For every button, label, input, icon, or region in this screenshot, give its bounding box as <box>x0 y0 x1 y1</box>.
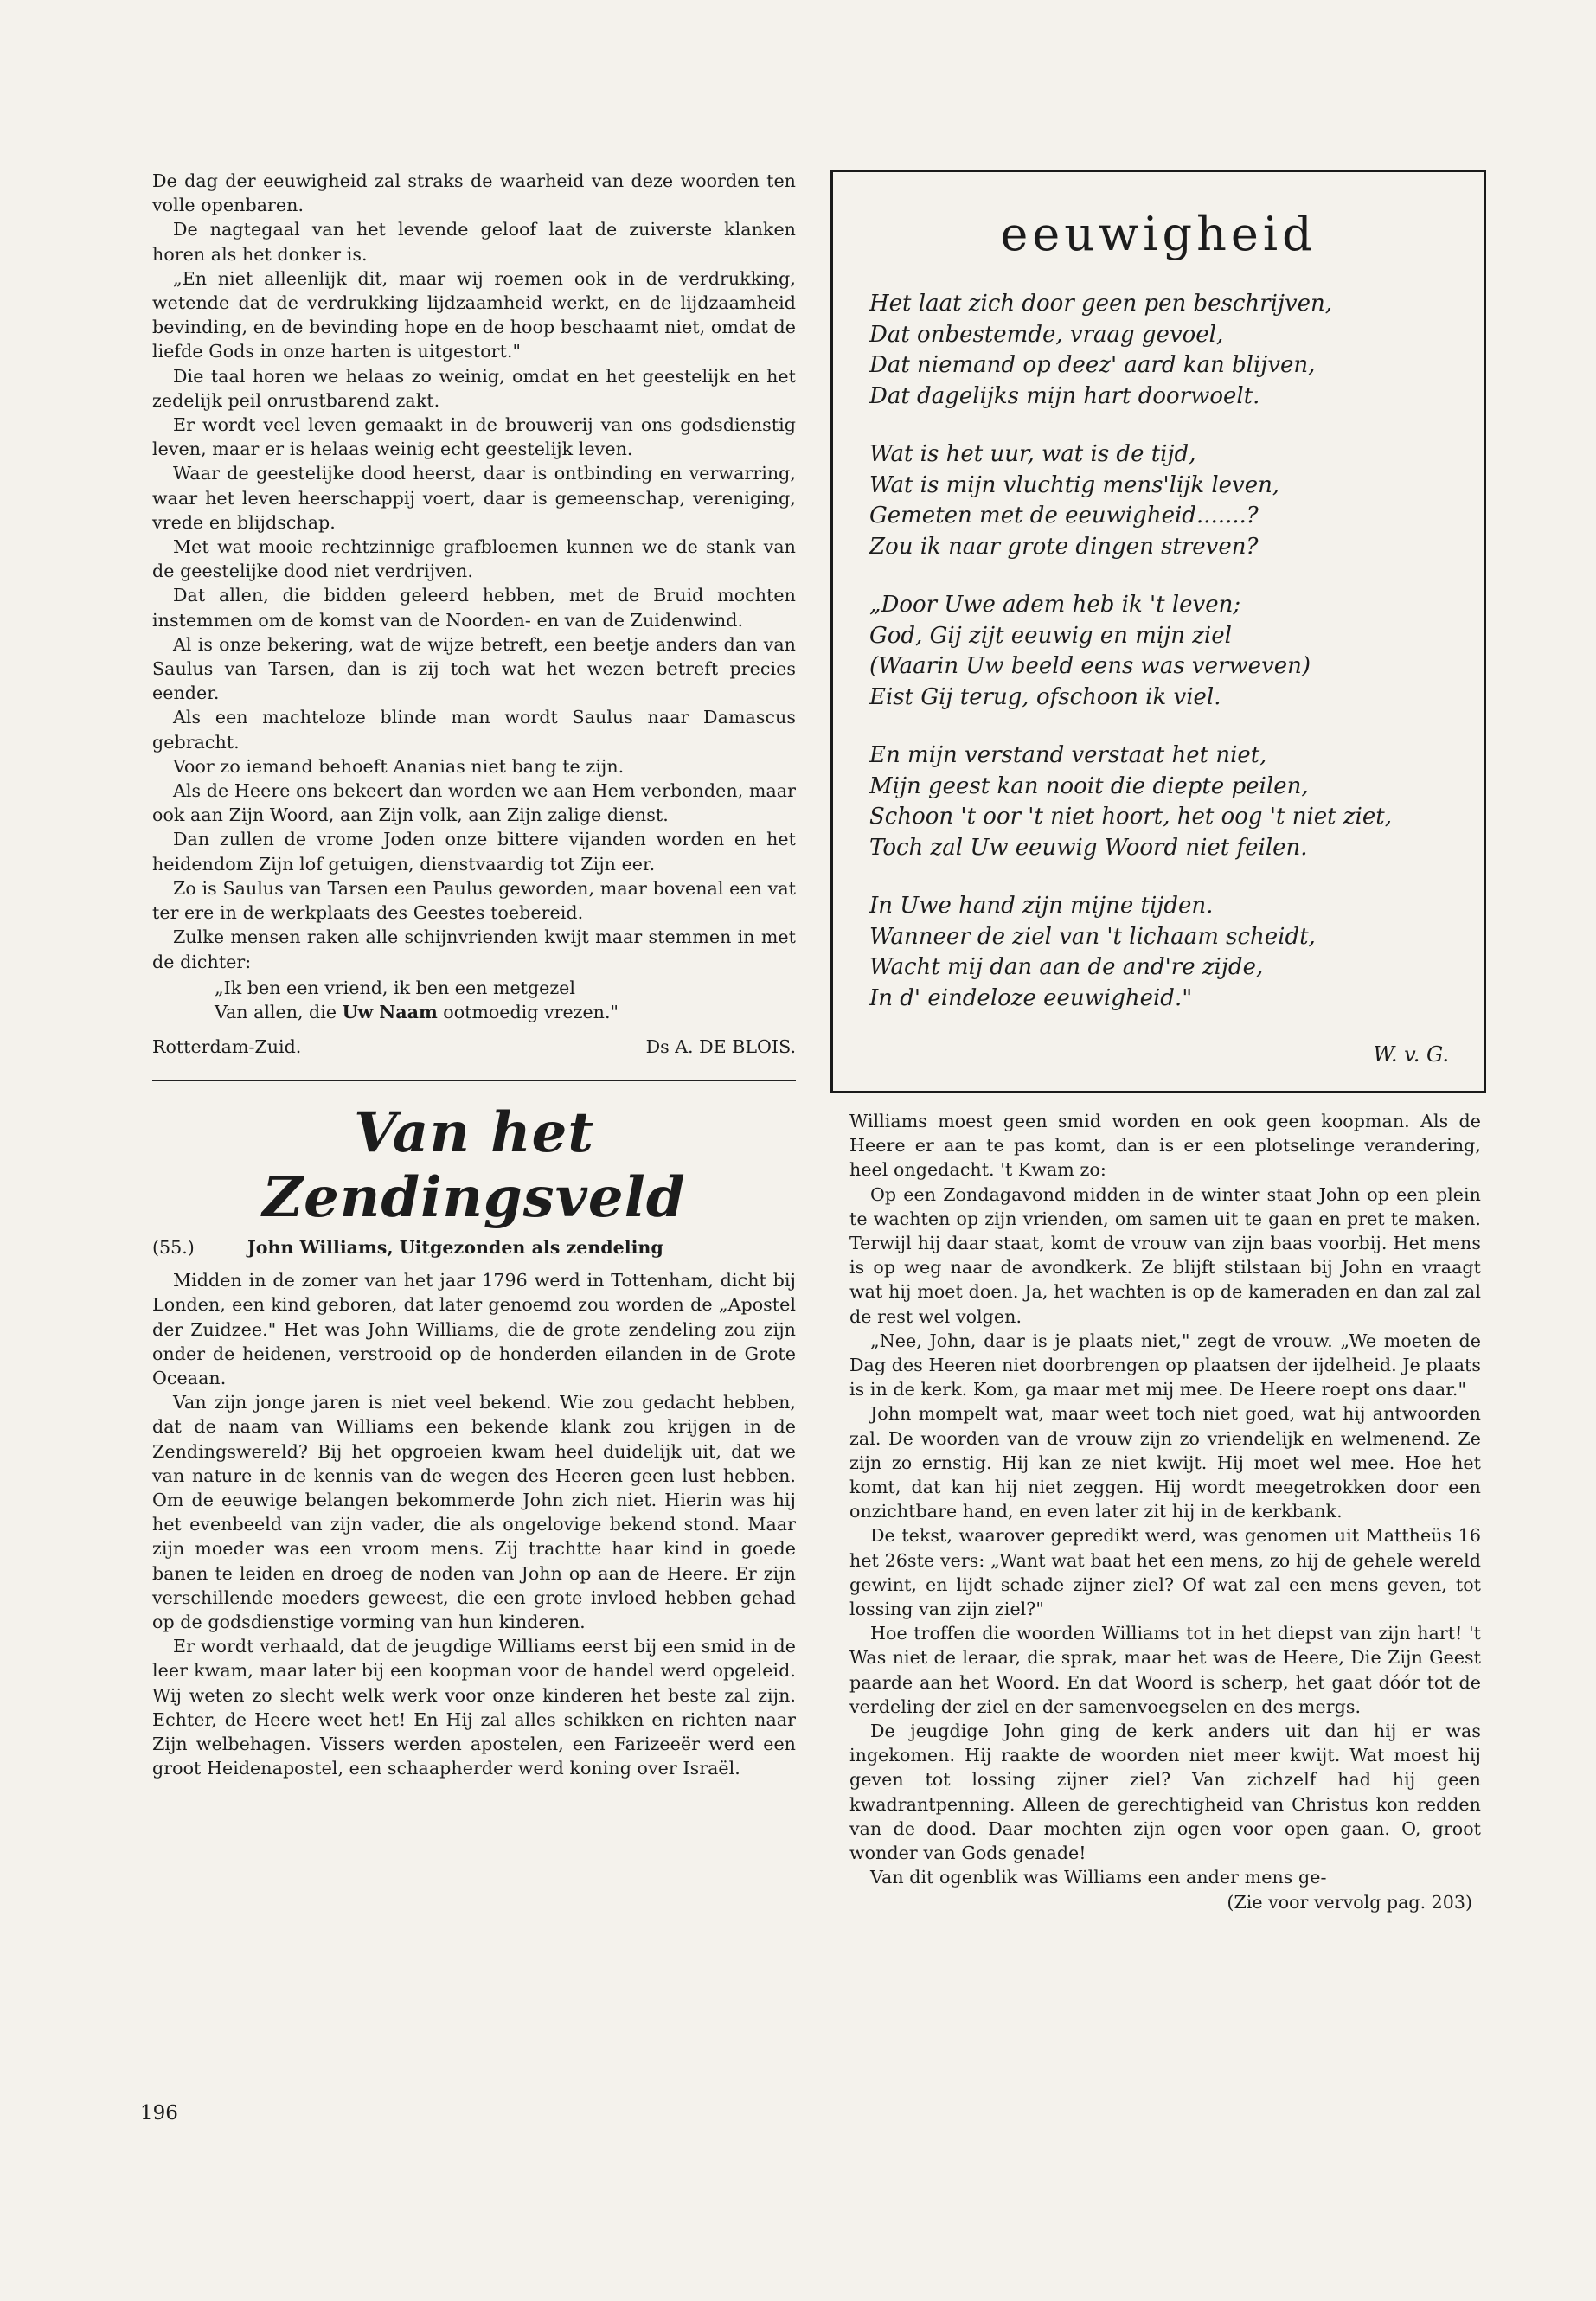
paragraph: Van dit ogenblik was Williams een ander mens ge- <box>870 1867 1327 1888</box>
poem-line: Wanneer de ziel van 't lichaam scheidt, <box>869 923 1316 950</box>
paragraph: Als een machteloze blinde man wordt Saulus naar Damascus gebracht. <box>152 707 796 753</box>
paragraph: De nagtegaal van het levende geloof laat de zuiverste klanken horen als het donker is. <box>152 219 796 265</box>
poem-line: Dat dagelijks mijn hart doorwoelt. <box>869 382 1260 409</box>
paragraph: Als de Heere ons bekeert dan worden we aan Hem verbonden, maar ook aan Zijn Woord, aan Zijn volk, aan Zijn zalige dienst. <box>152 780 796 826</box>
poem-line: Gemeten met de eeuwigheid.......? <box>869 503 1259 529</box>
verse-quote <box>215 976 796 1024</box>
poem-line: Dat niemand op deez' aard kan blijven, <box>869 352 1316 378</box>
paragraph: De dag der eeuwigheid zal straks de waarheid van deze woorden ten volle openbaren. <box>152 170 796 216</box>
paragraph: Met wat mooie rechtzinnige grafbloemen kunnen we de stank van de geestelijke dood niet verdrijven. <box>152 536 796 582</box>
paragraph: Al is onze bekering, wat de wijze betreft, een beetje anders dan van Saulus van Tarsen, dan is zij toch wat het wezen betreft precies eender. <box>152 633 796 704</box>
paragraph: Williams moest geen smid worden en ook geen koopman. Als de Heere er aan te pas komt, dan is er een plotselinge verandering, heel ongedacht. 't Kwam zo: <box>849 1111 1481 1181</box>
poem-stanza <box>869 740 1484 863</box>
paragraph: Waar de geestelijke dood heerst, daar is ontbinding en verwarring, waar het leven heerschappij voert, daar is gemeenschap, vereniging, vrede en blijdschap. <box>152 463 796 533</box>
poem-line: Het laat zich door geen pen beschrijven, <box>869 291 1333 317</box>
author: Ds A. DE BLOIS. <box>645 1036 796 1058</box>
poem-line: Wat is mijn vluchtig mens'lijk leven, <box>869 471 1280 498</box>
paragraph: „Nee, John, daar is je plaats niet," zegt de vrouw. „We moeten de Dag des Heeren niet doorbrengen op plaatsen der ijdelheid. Je plaats is in de kerk. Kom, ga maar met mij mee. De Heere roept ons daar." <box>849 1330 1481 1400</box>
poem-stanza <box>869 590 1484 713</box>
poem-line: In Uwe hand zijn mijne tijden. <box>869 893 1214 919</box>
paragraph: Dan zullen de vrome Joden onze bittere vijanden worden en het heidendom Zijn lof getuigen, dienstvaardig tot Zijn eer. <box>152 829 796 875</box>
paragraph: Voor zo iemand behoeft Ananias niet bang te zijn. <box>173 755 625 777</box>
section-body <box>152 1268 796 1780</box>
section-subtitle-text: John Williams, Uitgezonden als zendeling <box>247 1237 663 1259</box>
poem-line: Dat onbestemde, vraag gevoel, <box>869 321 1224 348</box>
paragraph: De tekst, waarover gepredikt werd, was genomen uit Mattheüs 16 het 26ste vers: „Want wat baat het een mens, zo hij de gehele wereld gewint, en lijdt schade zijner ziel? Of wat zal een mens geven, tot lossing van zijn ziel?" <box>849 1525 1481 1620</box>
poem-stanza <box>869 439 1484 562</box>
quote-text: Van allen, die <box>215 1001 343 1022</box>
paragraph: Van zijn jonge jaren is niet veel bekend. Wie zou gedacht hebben, dat de naam van Williams een bekende klank zou krijgen in de Zendingswereld? Bij het opgroeien kwam heel duidelijk uit, dat we van nature in de kennis van de wegen des Heeren geen lust hebben. Om de eeuwige belangen bekommerde John zich niet. Hierin was hij het evenbeeld van zijn vader, die als ongelovige bekend stond. Maar zijn moeder was een vroom mens. Zij trachtte haar kind in goede banen te leiden en droeg de noden van John op aan de Heere. Er zijn verschillende moeders geweest, die een grote invloed hebben gehad op de godsdienstige vorming van hun kinderen. <box>152 1392 796 1632</box>
quote-line <box>215 1000 796 1024</box>
paragraph: Midden in de zomer van het jaar 1796 werd in Tottenham, dicht bij Londen, een kind geboren, dat later genoemd zou worden de „Apostel der Zuidzee." Het was John Williams, die de grote zendeling zou zijn onder de heidenen, verstrooid op de honderden eilanden in de Grote Oceaan. <box>152 1270 796 1388</box>
poem-line: Wacht mij dan aan de and're zijde, <box>869 954 1264 980</box>
poem-line: Eist Gij terug, ofschoon ik viel. <box>869 683 1221 710</box>
paragraph: „En niet alleenlijk dit, maar wij roemen ook in de verdrukking, wetende dat de verdrukking lijdzaamheid werkt, en de lijdzaamheid bevinding, en de bevinding hope en de hoop beschaamt niet, omdat de liefde Gods in onze harten is uitgestort." <box>152 267 796 362</box>
paragraph: Er wordt veel leven gemaakt in de brouwerij van ons godsdienstig leven, maar er is helaas weinig echt geestelijk leven. <box>152 414 796 460</box>
section-number: (55.) <box>152 1237 195 1259</box>
section-subtitle <box>152 1237 796 1258</box>
poem-line: Mijn geest kan nooit die diepte peilen, <box>869 772 1309 799</box>
poem-title: eeuwigheid <box>1000 207 1317 261</box>
poem-signature: W. v. G. <box>1373 1042 1449 1067</box>
poem-line: Toch zal Uw eeuwig Woord niet feilen. <box>869 834 1308 861</box>
paragraph: Dat allen, die bidden geleerd hebben, met de Bruid mochten instemmen om de komst van de Noorden- en van de Zuidenwind. <box>152 585 796 631</box>
paragraph: Zulke mensen raken alle schijnvrienden kwijt maar stemmen in met de dichter: <box>152 926 796 972</box>
poem-line: In d' eindeloze eeuwigheid." <box>869 984 1193 1011</box>
poem-line: Zou ik naar grote dingen streven? <box>869 533 1259 560</box>
quote-text: ootmoedig vrezen." <box>437 1001 619 1022</box>
poem-line: God, Gij zijt eeuwig en mijn ziel <box>869 622 1232 649</box>
poem-stanza <box>869 891 1484 1014</box>
poem-line: „Door Uwe adem heb ik 't leven; <box>869 592 1241 618</box>
poem-box <box>830 170 1486 1093</box>
paragraph: Hoe troffen die woorden Williams tot in het diepst van zijn hart! 't Was niet de leraar, die sprak, maar het was de Heere, Die Zijn Geest paarde aan het Woord. En dat Woord is scherp, het gaat dóór tot de verdeling der ziel en der samenvoegselen en des mergs. <box>849 1623 1481 1717</box>
paragraph: Die taal horen we helaas zo weinig, omdat en het geestelijk en het zedelijk peil onrustbarend zakt. <box>152 365 796 411</box>
paragraph: Op een Zondagavond midden in de winter staat John op een plein te wachten op zijn vrienden, om samen uit te gaan en pret te maken. Terwijl hij daar staat, komt de vrouw van zijn baas voorbij. Het mens is op weg naar de avondkerk. Ze blijft stilstaan bij John en vraagt wat hij moet doen. Ja, het wachten is op de kameraden en dan zal zal de rest wel volgen. <box>849 1183 1481 1327</box>
page-number: 196 <box>140 2102 178 2125</box>
poem-line: Schoon 't oor 't niet hoort, het oog 't niet ziet, <box>869 804 1392 830</box>
poem-stanza <box>869 289 1484 412</box>
intro-text <box>152 169 796 974</box>
poem-line: En mijn verstand verstaat het niet, <box>869 742 1267 768</box>
right-column <box>849 1109 1481 1914</box>
section-divider <box>152 1080 796 1081</box>
paragraph: John mompelt wat, maar weet toch niet goed, wat hij antwoorden zal. De woorden van de vrouw zijn zo vriendelijk en welmenend. Ze zijn zo ernstig. Hij kan ze niet kwijt. Hij moet wel mee. Hoe het komt, dat kan hij niet zeggen. Hij wordt meegetrokken door een onzichtbare hand, en even later zit hij in de kerkbank. <box>849 1403 1481 1522</box>
place: Rotterdam-Zuid. <box>152 1036 302 1058</box>
paragraph: De jeugdige John ging de kerk anders uit dan hij er was ingekomen. Hij raakte de woorden niet meer kwijt. Wat moest hij geven tot lossing zijner ziel? Van zichzelf had hij geen kwadrantpenning. Alleen de gerechtigheid van Christus kon redden van de dood. Daar mochten zijn ogen voor open gaan. O, groot wonder van Gods genade! <box>849 1721 1481 1864</box>
section-title: Van het Zendingsveld <box>262 1100 686 1231</box>
quote-emphasis: Uw Naam <box>342 1001 438 1022</box>
continued-note: (Zie voor vervolg pag. 203) <box>1227 1891 1472 1913</box>
signature-line <box>152 1035 796 1059</box>
poem-line: Wat is het uur, wat is de tijd, <box>869 441 1196 467</box>
left-column <box>152 169 796 1780</box>
poem-line: (Waarin Uw beeld eens was verweven) <box>869 653 1311 679</box>
paragraph: Zo is Saulus van Tarsen een Paulus geworden, maar bovenal een vat ter ere in de werkplaats des Geestes toebereid. <box>152 877 796 924</box>
quote-line: „Ik ben een vriend, ik ben een metgezel <box>215 977 575 998</box>
paragraph: Er wordt verhaald, dat de jeugdige Williams eerst bij een smid in de leer kwam, maar later bij een koopman voor de handel werd opgeleid. Wij weten zo slecht welk werk voor onze kinderen het beste zal zijn. Echter, de Heere weet het! En Hij zal alles schikken en richten naar Zijn welbehagen. Vissers werden apostelen, een Farizeeër werd een groot Heidenapostel, een schaapherder werd koning over Israël. <box>152 1636 796 1779</box>
